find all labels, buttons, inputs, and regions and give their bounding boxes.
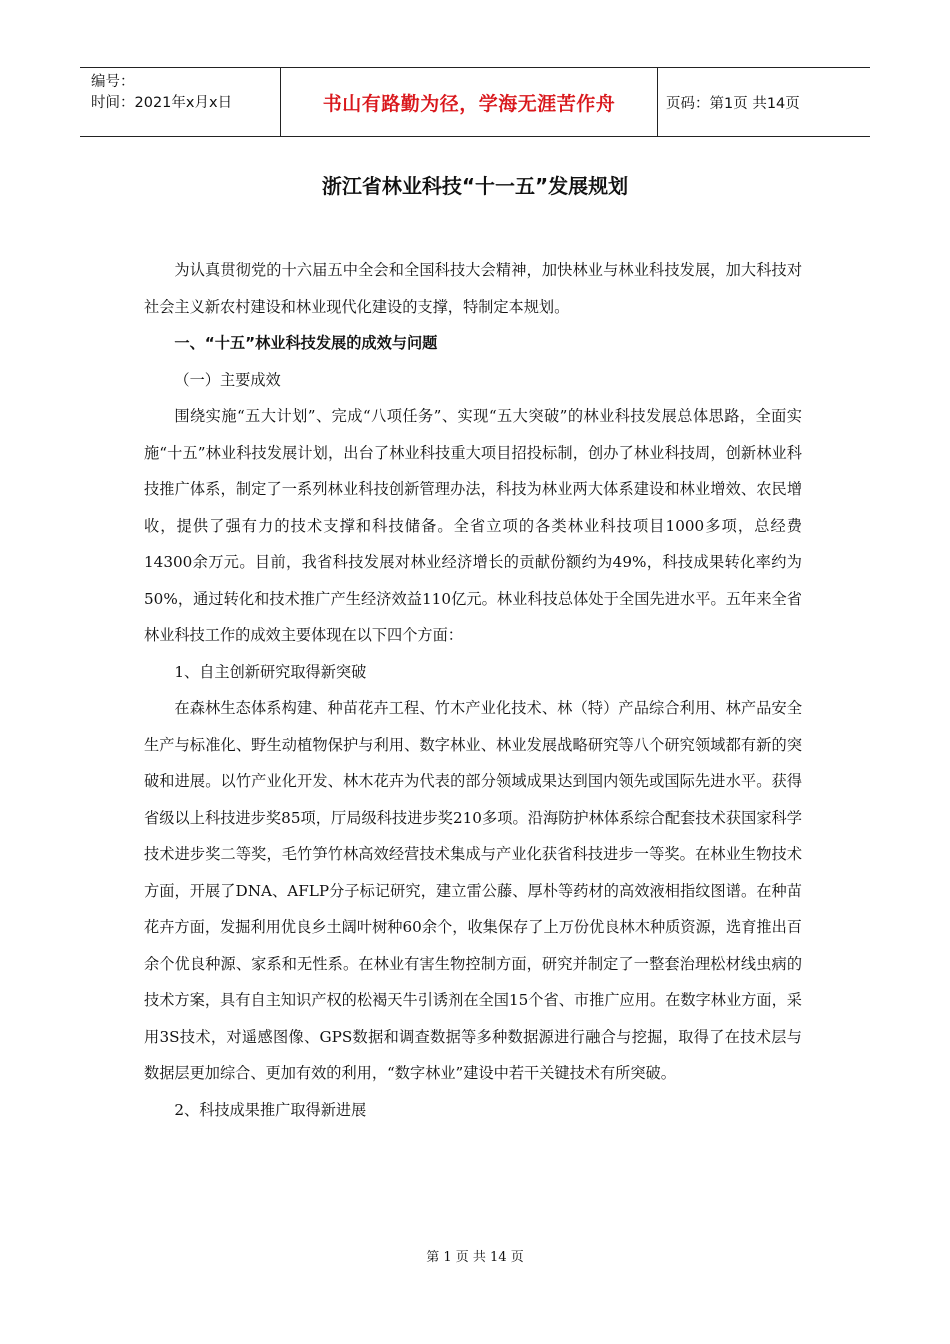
subsection-heading: （一）主要成效: [174, 370, 281, 389]
date-label: 时间：2021年x月x日: [91, 95, 233, 111]
body-paragraph: 在森林生态体系构建、种苗花卉工程、竹木产业化技术、林（特）产品综合利用、林产品安全生产与标准化、野生动植物保护与利用、数字林业、林业发展战略研究等八个研究领域都有新的突破和进展。以竹产业化开发、林木花卉为代表的部分领域成果达到国内领先或国际先进水平。获得省级以上科技进步奖85项，厅局级科技进步奖210多项。沿海防护林体系综合配套技术获国家科学技术进步奖二等奖，毛竹笋竹林高效经营技术集成与产业化获省科技进步一等奖。在林业生物技术方面，开展了DNA、AFLP分子标记研究，建立雷公藤、厚朴等药材的高效液相指纹图谱。在种苗花卉方面，发掘利用优良乡土阔叶树种60余个，收集保存了上万份优良林木种质资源，选育推出百余个优良种源、家系和无性系。在林业有害生物控制方面，研究并制定了一整套治理松材线虫病的技术方案，具有自主知识产权的松褐天牛引诱剂在全国15个省、市推广应用。在数字林业方面，采用3S技术，对遥感图像、GPS数据和调查数据等多种数据源进行融合与挖掘，取得了在技术层与数据层更加综合、更加有效的利用，“数字林业”建设中若干关键技术有所突破。: [144, 699, 802, 1082]
page-header: [80, 67, 870, 137]
document-body: [144, 252, 802, 1128]
section-heading: 一、“十五”林业科技发展的成效与问题: [174, 334, 438, 352]
header-motto: 书山有路勤为径，学海无涯苦作舟: [280, 68, 658, 136]
header-page-info: 页码：第1页 共14页: [666, 95, 800, 112]
item-heading: 2、科技成果推广取得新进展: [174, 1100, 367, 1119]
header-meta: [80, 68, 280, 136]
document-title: 浙江省林业科技“十一五”发展规划: [321, 174, 629, 198]
item-heading: 1、自主创新研究取得新突破: [174, 662, 367, 681]
body-paragraph: 围绕实施“五大计划”、完成“八项任务”、实现“五大突破”的林业科技发展总体思路，全面实施“十五”林业科技发展计划，出台了林业科技重大项目招投标制，创办了林业科技周，创新林业科技推广体系，制定了一系列林业科技创新管理办法，科技为林业两大体系建设和林业增效、农民增收，提供了强有力的技术支撑和科技储备。全省立项的各类林业科技项目1000多项，总经费14300余万元。目前，我省科技发展对林业经济增长的贡献份额约为49%，科技成果转化率约为50%，通过转化和技术推广产生经济效益110亿元。林业科技总体处于全国先进水平。五年来全省林业科技工作的成效主要体现在以下四个方面：: [144, 407, 802, 644]
intro-paragraph: 为认真贯彻党的十六届五中全会和全国科技大会精神，加快林业与林业科技发展，加大科技对社会主义新农村建设和林业现代化建设的支撑，特制定本规划。: [144, 261, 802, 316]
page-footer: 第 1 页 共 14 页: [426, 1250, 524, 1265]
serial-number-label: 编号：: [91, 74, 135, 90]
